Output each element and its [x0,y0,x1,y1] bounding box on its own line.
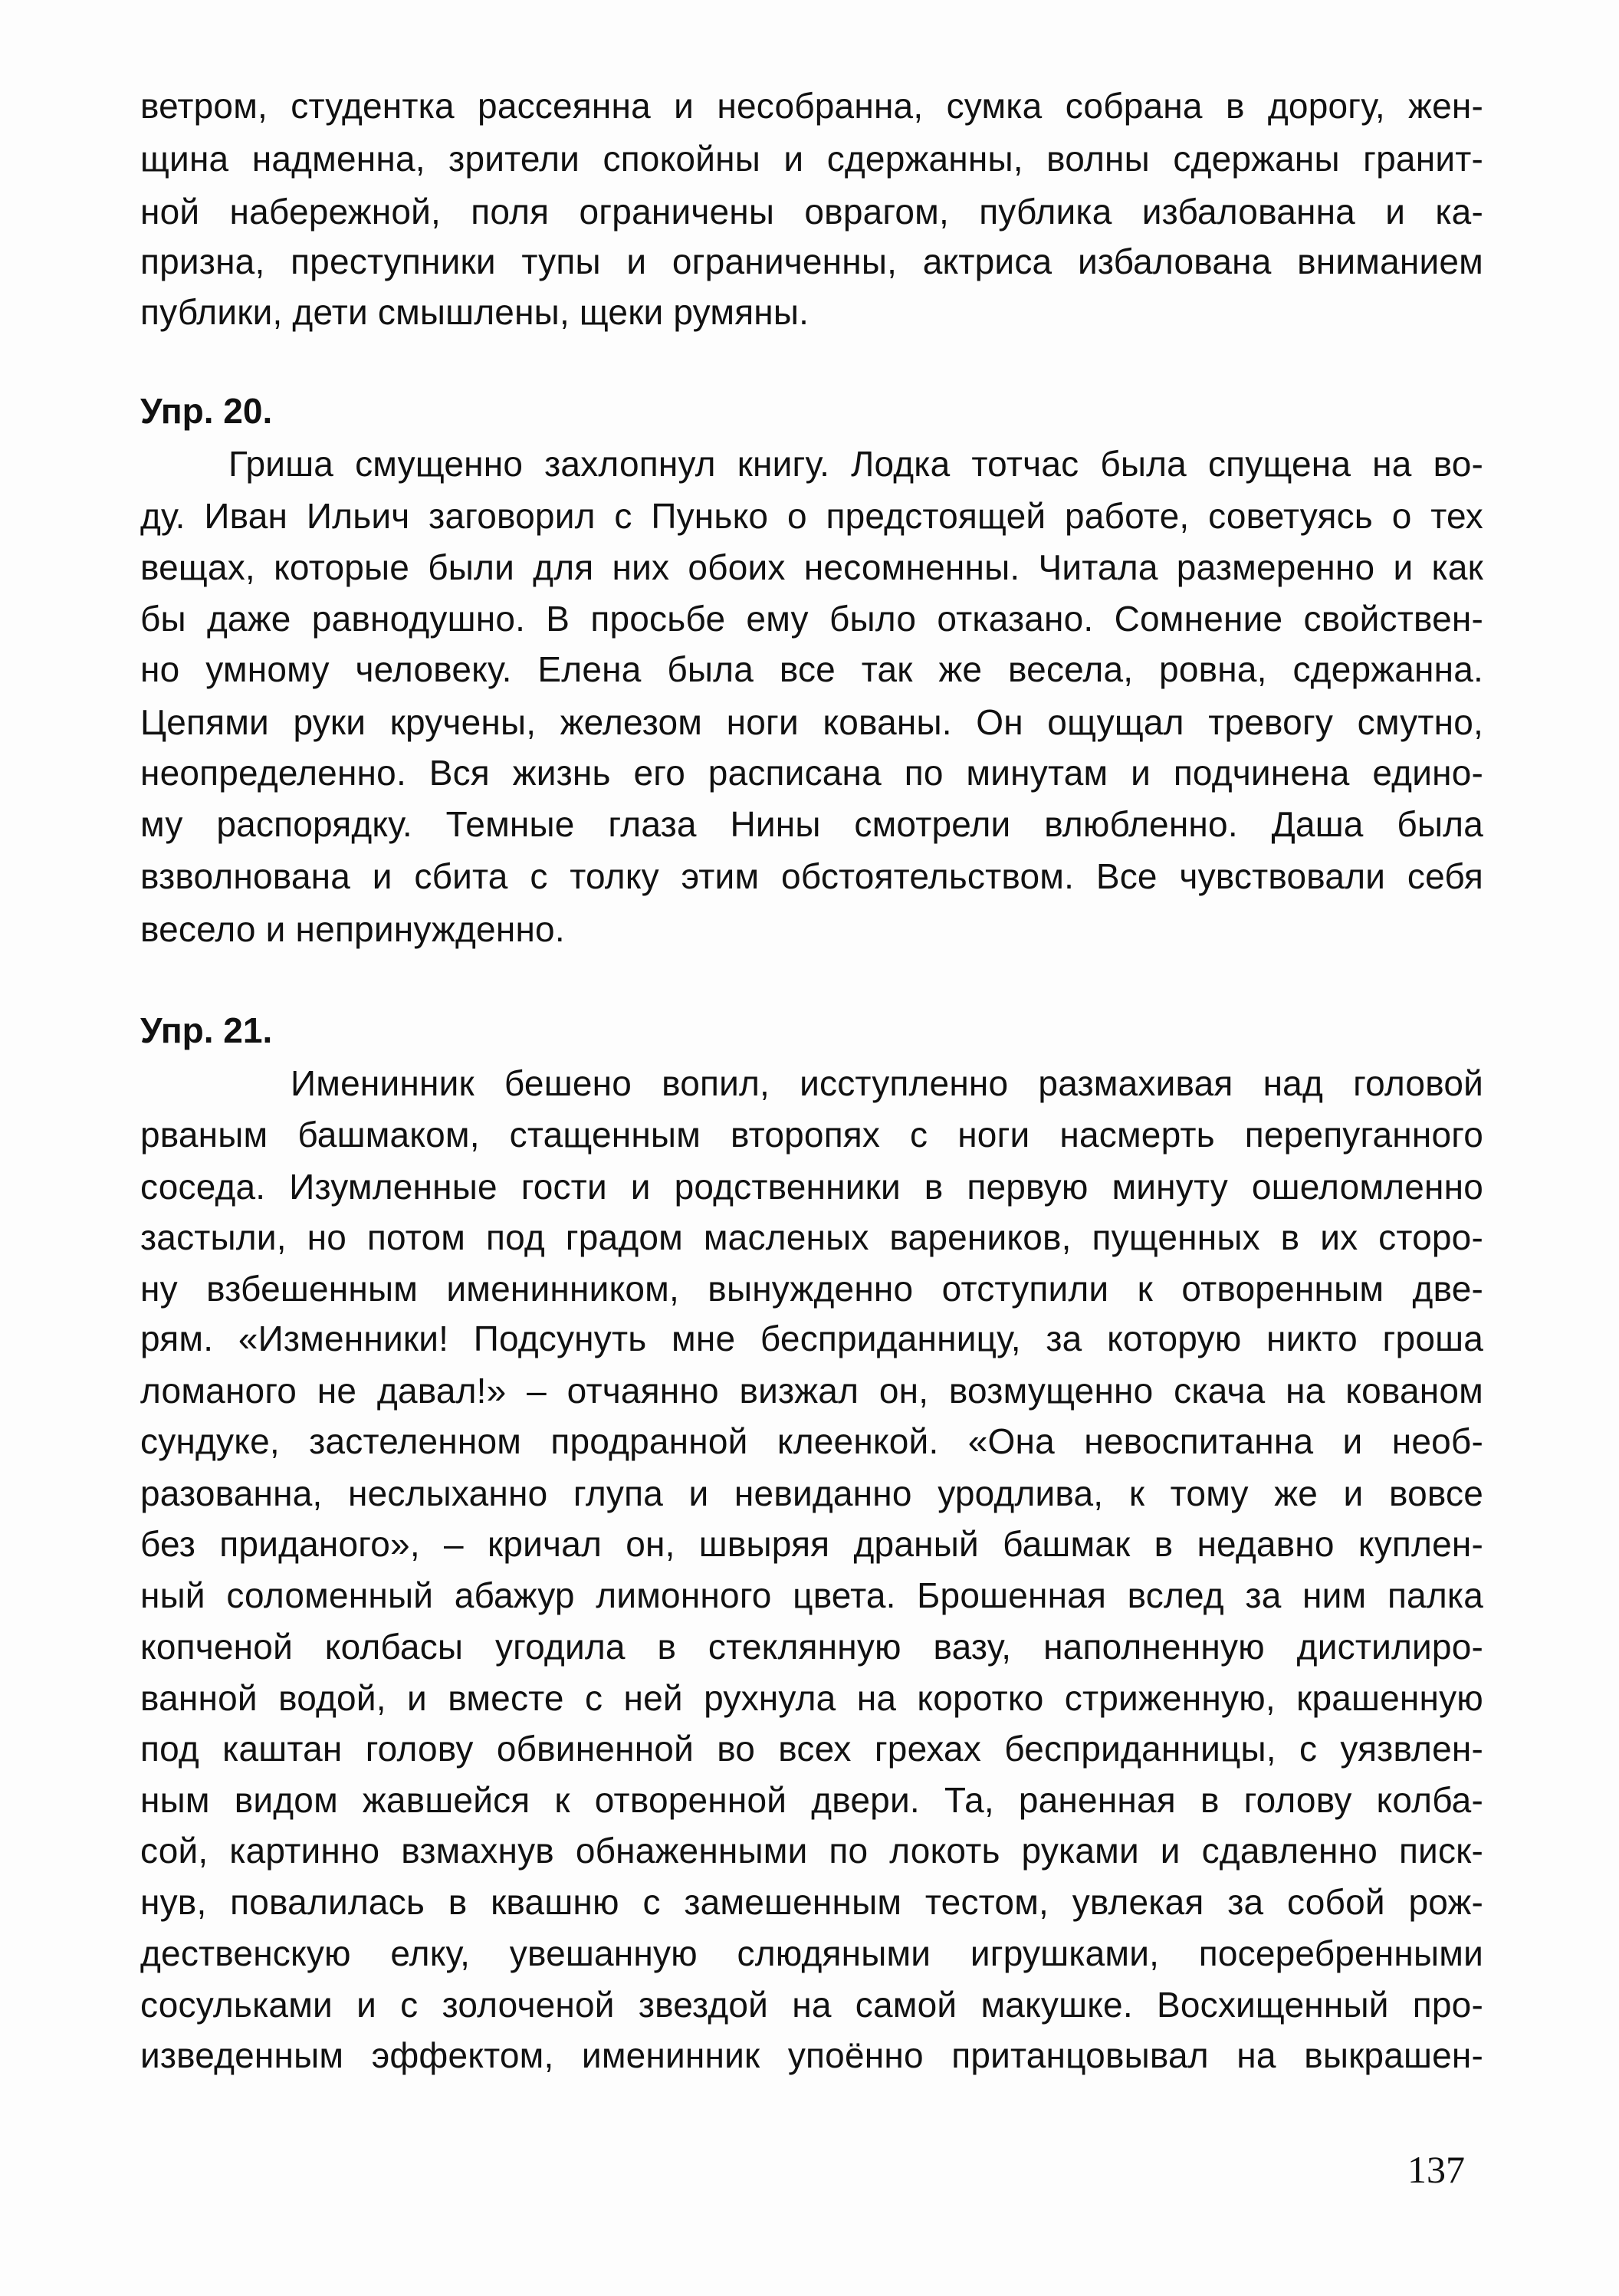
exercise-heading-20: Упр. 20. [140,391,273,431]
text-line: без приданого», – кричал он, швыряя драный башмак в недавно куплен- [140,1524,1483,1564]
text-line: ломаного не давал!» – отчаянно визжал он, возмущенно скача на кованом [140,1371,1483,1411]
text-line: бы даже равнодушно. В просьбе ему было отказано. Сомнение свойствен- [140,599,1483,639]
text-line: сосульками и с золоченой звездой на самой макушке. Восхищенный про- [140,1985,1483,2025]
text-line: соседа. Изумленные гости и родственники в первую минуту ошеломленно [140,1167,1483,1207]
text-line: взволнована и сбита с толку этим обстоятельством. Все чувствовали себя [140,856,1483,896]
text-line: нув, повалилась в квашню с замешенным тестом, увлекая за собой рож- [140,1882,1483,1922]
text-line: ду. Иван Ильич заговорил с Пунько о предстоящей работе, советуясь о тех [140,496,1483,536]
text-line: ванной водой, и вместе с ней рухнула на коротко стриженную, крашенную [140,1678,1483,1718]
exercise-heading-21: Упр. 21. [140,1010,273,1050]
text-line: застыли, но потом под градом масленых вареников, пущенных в их сторо- [140,1217,1483,1257]
text-line: Именинник бешено вопил, исступленно размахивая над головой [291,1063,1483,1103]
text-line: но умному человеку. Елена была все так же весела, ровна, сдержанна. [140,649,1483,689]
text-line: рваным башмаком, стащенным второпях с ноги насмерть перепуганного [140,1115,1483,1155]
text-line: под каштан голову обвиненной во всех грехах бесприданницы, с уязвлен- [140,1729,1483,1769]
text-line: разованна, неслыханно глупа и невиданно уродлива, к тому же и вовсе [140,1473,1483,1513]
text-line: му распорядку. Темные глаза Нины смотрели влюбленно. Даша была [140,804,1483,844]
text-line: изведенным эффектом, именинник упоённо пританцовывал на выкрашен- [140,2035,1483,2075]
text-line: сой, картинно взмахнув обнаженными по локоть руками и сдавленно писк- [140,1831,1483,1871]
text-line: неопределенно. Вся жизнь его расписана по минутам и подчинена едино- [140,753,1483,793]
page-number: 137 [1407,2148,1465,2191]
text-line: Цепями руки кручены, железом ноги кованы. Он ощущал тревогу смутно, [140,702,1483,742]
text-line: Гриша смущенно захлопнул книгу. Лодка тотчас была спущена на во- [228,444,1483,484]
text-line: ный соломенный абажур лимонного цвета. Брошенная вслед за ним палка [140,1575,1483,1615]
text-line: вещах, которые были для них обоих несомненны. Читала размеренно и как [140,547,1483,587]
text-line: ным видом жавшейся к отворенной двери. Та, раненная в голову колба- [140,1780,1483,1820]
text-line: ной набережной, поля ограничены оврагом, публика избалованна и ка- [140,192,1483,232]
text-line: весело и непринужденно. [140,909,565,949]
text-line: копченой колбасы угодила в стеклянную вазу, наполненную дистилиро- [140,1627,1483,1667]
text-line: рям. «Изменники! Подсунуть мне бесприданницу, за которую никто гроша [140,1319,1483,1358]
text-line: щина надменна, зрители спокойны и сдержанны, волны сдержаны гранит- [140,139,1483,179]
text-line: ветром, студентка рассеянна и несобранна, сумка собрана в дорогу, жен- [140,86,1483,126]
text-line: призна, преступники тупы и ограниченны, актриса избалована вниманием [140,241,1483,281]
text-line: публики, дети смышлены, щеки румяны. [140,292,810,332]
text-line: дественскую елку, увешанную слюдяными игрушками, посеребренными [140,1933,1483,1973]
text-line: сундуке, застеленном продранной клеенкой. «Она невоспитанна и необ- [140,1421,1483,1461]
text-line: ну взбешенным именинником, вынужденно отступили к отворенным две- [140,1269,1483,1309]
